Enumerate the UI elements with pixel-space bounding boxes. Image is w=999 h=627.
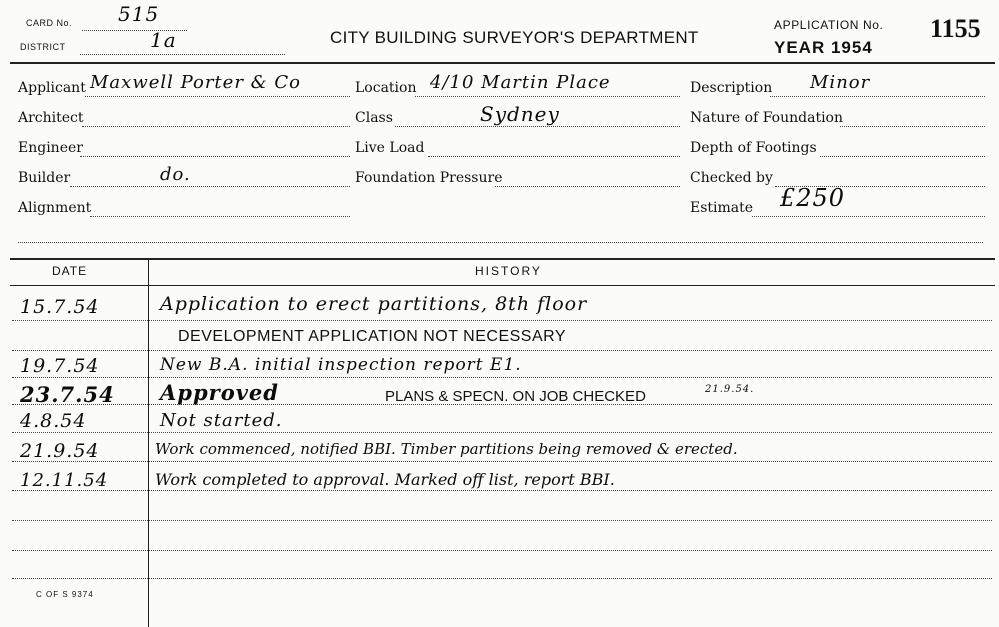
engineer-dots [80,156,350,157]
extra-dots [18,242,983,243]
row-line [12,432,992,433]
row-line [12,578,992,579]
row-date: 21.9.54 [20,440,100,462]
nature-of-foundation-label: Nature of Foundation [690,110,843,126]
form-code: C OF S 9374 [36,590,94,599]
application-no-value: 1155 [930,14,981,43]
estimate-dots [752,216,985,217]
class-value: Sydney [480,102,560,126]
table-top-border [10,258,995,260]
header-divider [10,62,995,64]
nature-of-foundation-dots [840,126,985,127]
description-label: Description [690,80,773,96]
row-line [12,520,992,521]
row-history: Work completed to approval. Marked off list, report BBI. [155,470,615,489]
row-date: 23.7.54 [20,382,115,407]
description-value: Minor [810,72,871,93]
row-date: 12.11.54 [20,470,109,491]
class-dots [395,126,680,127]
row-date: 19.7.54 [20,355,100,377]
architect-dots [82,126,350,127]
foundation-pressure-label: Foundation Pressure [355,170,503,186]
depth-of-footings-dots [820,156,985,157]
year-label: YEAR 1954 [774,38,873,57]
card-no-value: 515 [118,2,160,26]
row-history: Approved [160,380,279,405]
location-value: 4/10 Martin Place [430,72,611,93]
department-title: CITY BUILDING SURVEYOR'S DEPARTMENT [330,28,699,47]
stamp-date: 21.9.54. [705,384,755,395]
live-load-dots [428,156,680,157]
alignment-dots [90,216,350,217]
date-header: DATE [52,264,88,278]
row-line [12,490,992,491]
engineer-label: Engineer [18,140,83,156]
architect-label: Architect [18,110,84,126]
description-dots [770,96,985,97]
district-dots [80,54,285,55]
builder-label: Builder [18,170,71,186]
row-line [12,320,992,321]
development-application-note: DEVELOPMENT APPLICATION NOT NECESSARY [178,328,567,345]
builder-value: do. [160,164,191,185]
builder-dots [70,186,350,187]
district-value: 1a [150,28,177,52]
live-load-label: Live Load [355,140,425,156]
date-column-divider [148,260,149,627]
row-date: 15.7.54 [20,296,100,318]
checked-stamp: PLANS & SPECN. ON JOB CHECKED [385,388,646,405]
row-history: Application to erect partitions, 8th floor [160,293,588,315]
row-date: 4.8.54 [20,410,87,432]
history-header: HISTORY [475,264,542,278]
applicant-value: Maxwell Porter & Co [90,72,301,93]
location-label: Location [355,80,417,96]
row-line [12,461,992,462]
alignment-label: Alignment [18,200,92,216]
row-history: Not started. [160,410,283,431]
row-history: New B.A. initial inspection report E1. [160,355,522,375]
header-row-line [10,285,995,286]
depth-of-footings-label: Depth of Footings [690,140,817,156]
location-dots [415,96,680,97]
class-label: Class [355,110,393,126]
applicant-dots [85,96,350,97]
row-line [12,350,992,351]
estimate-label: Estimate [690,200,754,216]
application-no-label: APPLICATION No. [774,18,884,32]
row-line [12,377,992,378]
foundation-pressure-dots [495,186,680,187]
row-line [12,550,992,551]
applicant-label: Applicant [18,80,86,96]
estimate-value: £250 [780,184,846,212]
row-history: Work commenced, notified BBI. Timber partitions being removed & erected. [155,440,738,458]
checked-by-label: Checked by [690,170,773,186]
district-label: DISTRICT [20,42,66,52]
card-no-label: CARD No. [26,18,73,28]
